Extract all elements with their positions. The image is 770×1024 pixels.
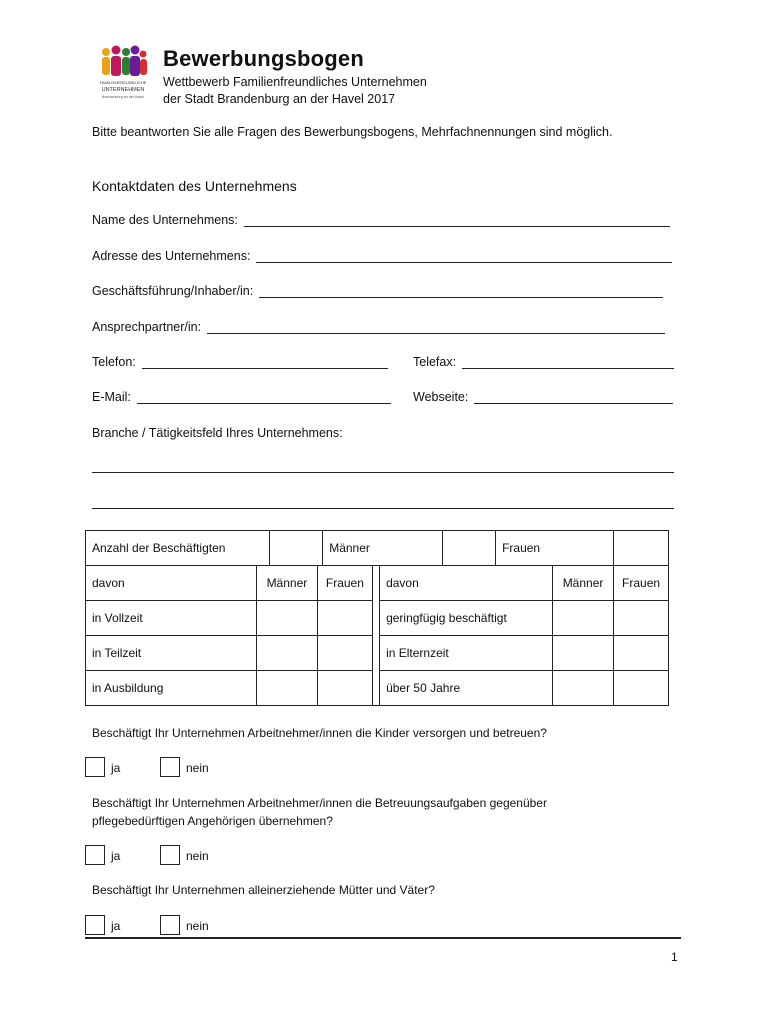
question-1-yes-checkbox[interactable] <box>85 757 105 777</box>
employee-breakdown-table <box>85 565 669 706</box>
parental-leave-women-input[interactable] <box>614 636 669 671</box>
question-3: Beschäftigt Ihr Unternehmen alleinerziehende Mütter und Väter? <box>92 883 435 897</box>
field-management-label: Geschäftsführung/Inhaber/in: <box>92 284 254 298</box>
subtitle-line-1: Wettbewerb Familienfreundliches Unternehmen <box>163 75 427 89</box>
breakdown-col-men-left: Männer <box>256 566 317 601</box>
field-contact-person-label: Ansprechpartner/in: <box>92 320 202 334</box>
field-company-address <box>92 249 672 263</box>
employee-women-label: Frauen <box>496 531 614 566</box>
question-2-no-checkbox[interactable] <box>160 845 180 865</box>
field-company-name-label: Name des Unternehmens: <box>92 213 238 227</box>
page-number: 1 <box>671 950 678 964</box>
question-2-no-label: nein <box>186 849 209 863</box>
breakdown-col-men-right: Männer <box>552 566 613 601</box>
website-input[interactable] <box>474 391 673 404</box>
question-3-no-label: nein <box>186 919 209 933</box>
parttime-men-input[interactable] <box>256 636 317 671</box>
intro-text: Bitte beantworten Sie alle Fragen des Bewerbungsbogens, Mehrfachnennungen sind möglich. <box>92 125 613 139</box>
field-contact-person <box>92 320 665 334</box>
employee-men-label: Männer <box>323 531 443 566</box>
question-3-no-checkbox[interactable] <box>160 915 180 935</box>
marginal-women-input[interactable] <box>614 601 669 636</box>
over-50-men-input[interactable] <box>552 671 613 706</box>
question-1: Beschäftigt Ihr Unternehmen Arbeitnehmer/innen die Kinder versorgen und betreuen? <box>92 726 547 740</box>
row-label-apprenticeship: in Ausbildung <box>86 671 257 706</box>
parttime-women-input[interactable] <box>317 636 372 671</box>
logo-text-3: Brandenburg an der Havel <box>101 95 145 99</box>
row-label-marginal: geringfügig beschäftigt <box>380 601 553 636</box>
breakdown-col-women-left: Frauen <box>317 566 372 601</box>
page-footer-rule <box>85 937 681 939</box>
employee-women-value[interactable] <box>613 531 668 566</box>
question-2: Beschäftigt Ihr Unternehmen Arbeitnehmer/innen die Betreuungsaufgaben gegenüber pflegebedürftigen Angehörigen übernehmen? <box>92 796 547 828</box>
apprenticeship-women-input[interactable] <box>317 671 372 706</box>
row-label-parental-leave: in Elternzeit <box>380 636 553 671</box>
branch-input-line-2[interactable] <box>92 508 674 509</box>
field-fax <box>413 355 674 369</box>
row-label-parttime: in Teilzeit <box>86 636 257 671</box>
question-2-yes-checkbox[interactable] <box>85 845 105 865</box>
question-3-yes-checkbox[interactable] <box>85 915 105 935</box>
field-management <box>92 284 663 298</box>
marginal-men-input[interactable] <box>552 601 613 636</box>
employee-total-table <box>85 530 669 566</box>
field-company-name <box>92 213 670 227</box>
company-address-input[interactable] <box>256 250 672 263</box>
breakdown-header-right: davon <box>380 566 553 601</box>
question-1-yes-label: ja <box>111 761 121 775</box>
apprenticeship-men-input[interactable] <box>256 671 317 706</box>
subtitle-line-2: der Stadt Brandenburg an der Havel 2017 <box>163 92 396 106</box>
contact-person-input[interactable] <box>207 321 665 334</box>
email-input[interactable] <box>137 391 391 404</box>
section-title: Kontaktdaten des Unternehmens <box>92 178 297 194</box>
field-phone-label: Telefon: <box>92 355 136 369</box>
employee-total-label: Anzahl der Beschäftigten <box>86 531 270 566</box>
table-header-row <box>86 566 669 601</box>
breakdown-col-women-right: Frauen <box>614 566 669 601</box>
field-website <box>413 390 673 404</box>
field-company-address-label: Adresse des Unternehmens: <box>92 249 251 263</box>
field-phone <box>92 355 388 369</box>
question-1-no-label: nein <box>186 761 209 775</box>
question-2-yes-label: ja <box>111 849 121 863</box>
fulltime-women-input[interactable] <box>317 601 372 636</box>
company-name-input[interactable] <box>244 214 670 227</box>
row-label-fulltime: in Vollzeit <box>86 601 257 636</box>
table-spacer <box>372 566 379 706</box>
field-email <box>92 390 391 404</box>
breakdown-header-left: davon <box>86 566 257 601</box>
field-branch <box>92 426 343 440</box>
parental-leave-men-input[interactable] <box>552 636 613 671</box>
logo-text-1: FAMILIENFREUNDLICHE <box>99 80 147 85</box>
over-50-women-input[interactable] <box>614 671 669 706</box>
question-1-no-checkbox[interactable] <box>160 757 180 777</box>
field-branch-label: Branche / Tätigkeitsfeld Ihres Unternehmens: <box>92 426 343 440</box>
logo <box>97 44 149 102</box>
phone-input[interactable] <box>142 356 388 369</box>
management-input[interactable] <box>259 285 663 298</box>
employee-total-value[interactable] <box>269 531 322 566</box>
page-title: Bewerbungsbogen <box>163 46 365 71</box>
row-label-over-50: über 50 Jahre <box>380 671 553 706</box>
branch-input-line-1[interactable] <box>92 472 674 473</box>
field-email-label: E-Mail: <box>92 390 131 404</box>
fulltime-men-input[interactable] <box>256 601 317 636</box>
question-3-yes-label: ja <box>111 919 121 933</box>
field-fax-label: Telefax: <box>413 355 457 369</box>
logo-text-2: UNTERNEHMEN <box>101 87 145 93</box>
employee-men-value[interactable] <box>442 531 495 566</box>
field-website-label: Webseite: <box>413 390 469 404</box>
fax-input[interactable] <box>462 356 674 369</box>
